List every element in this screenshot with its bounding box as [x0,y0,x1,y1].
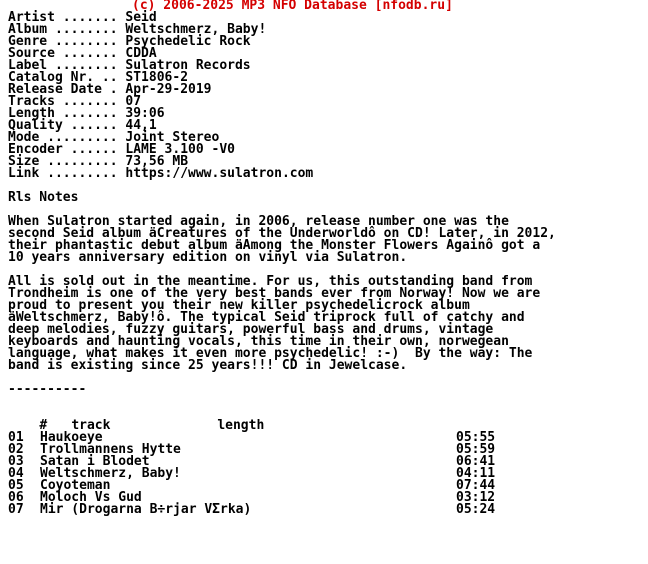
release-notes-paragraph-1 [8,216,640,264]
tracklist [8,432,640,516]
track-number: 01 [8,430,24,445]
release-notes-paragraph-2 [8,276,640,372]
track-length: 05:24 [456,502,496,517]
metadata-value: Apr-29-2019 [125,82,212,97]
notes-line: keyboards and haunting vocals, this time in their own, norwegean [8,334,509,349]
spacer [8,180,640,192]
metadata-label: Link ......... [8,166,126,181]
tracklist-header-length: length [217,418,265,433]
metadata-value: Sulatron Records [125,58,251,73]
metadata-label: Label ........ [8,58,126,73]
metadata-value: 39:06 [125,106,165,121]
notes-line: their phantastic debut album äAmong the Monster Flowers Againô got a [8,238,541,253]
metadata-label: Tracks ....... [8,94,126,109]
metadata-value: CDDA [125,46,157,61]
notes-line: proud to present you their new killer psychedelicrock album [8,298,470,313]
track-number: 06 [8,490,24,505]
metadata-label: Length ....... [8,106,126,121]
track-title: Trollmannens Hytte [40,442,181,457]
metadata-value: Weltschmerz, Baby! [125,22,267,37]
metadata-label: Artist ....... [8,10,126,25]
track-number: 07 [8,502,24,517]
metadata-label: Source ....... [8,46,126,61]
spacer [8,396,640,408]
nfo-database-header: (c) 2006-2025 MP3 NFO Database [nfodb.ru] [132,0,453,13]
notes-line: All is sold out in the meantime. For us, this outstanding band from [8,274,533,289]
metadata-label: Size ......... [8,154,126,169]
metadata-label: Encoder ...... [8,142,126,157]
metadata-value: Psychedelic Rock [125,34,251,49]
track-length: 07:44 [456,478,496,493]
metadata-label: Album ........ [8,22,126,37]
track-title: Moloch Vs Gud [40,490,142,505]
track-title: Mir (Drogarna B÷rjar VΣrka) [40,502,252,517]
metadata-label: Release Date . [8,82,126,97]
track-title: Satan i Blodet [40,454,150,469]
section-divider: ---------- [8,382,87,397]
metadata-value: 44,1 [125,118,157,133]
metadata-value: 07 [125,94,142,109]
release-notes-title: Rls Notes [8,190,79,205]
notes-line: 10 years anniversary edition on vinyl via Sulatron. [8,250,408,265]
metadata-value: 73,56 MB [125,154,189,169]
metadata-label: Catalog Nr. .. [8,70,126,85]
notes-line: deep melodies, fuzzy guitars, powerful bass and drums, vintage [8,322,494,337]
notes-line: When Sulatron started again, in 2006, release number one was the [8,214,509,229]
notes-line: language, what makes it even more psychedelic! :-) By the way: The [8,346,533,361]
metadata-value[interactable]: https://www.sulatron.com [125,166,314,181]
metadata-value: ST1806-2 [125,70,189,85]
track-length: 05:55 [456,430,496,445]
spacer [8,372,640,384]
track-title: Weltschmerz, Baby! [40,466,181,481]
notes-line: second Seid album äCreatures of the Underworldô on CD! Later, in 2012, [8,226,556,241]
metadata-value: Joint Stereo [125,130,220,145]
metadata-value: LAME 3.100 -V0 [125,142,235,157]
track-row [8,504,640,516]
tracklist-header-track: track [71,418,111,433]
track-title: Coyoteman [40,478,111,493]
track-length: 05:59 [456,442,496,457]
nfo-document [8,0,640,516]
notes-line: äWeltschmerz, Baby!ô. The typical Seid triprock full of catchy and [8,310,525,325]
track-title: Haukoeye [40,430,103,445]
track-number: 05 [8,478,24,493]
release-metadata [8,12,640,180]
track-length: 04:11 [456,466,496,481]
tracklist-header-num: # [39,418,48,433]
track-length: 06:41 [456,454,496,469]
metadata-label: Quality ...... [8,118,126,133]
metadata-value: Seid [125,10,157,25]
track-number: 04 [8,466,24,481]
metadata-label: Genre ........ [8,34,126,49]
tracklist-header [8,408,640,433]
track-number: 03 [8,454,24,469]
notes-line: band is existing since 25 years!!! CD in Jewelcase. [8,358,408,373]
track-number: 02 [8,442,24,457]
metadata-label: Mode ......... [8,130,126,145]
metadata-row [8,168,640,180]
track-length: 03:12 [456,490,496,505]
notes-line: Trondheim is one of the very best bands ever from Norway! Now we are [8,286,541,301]
